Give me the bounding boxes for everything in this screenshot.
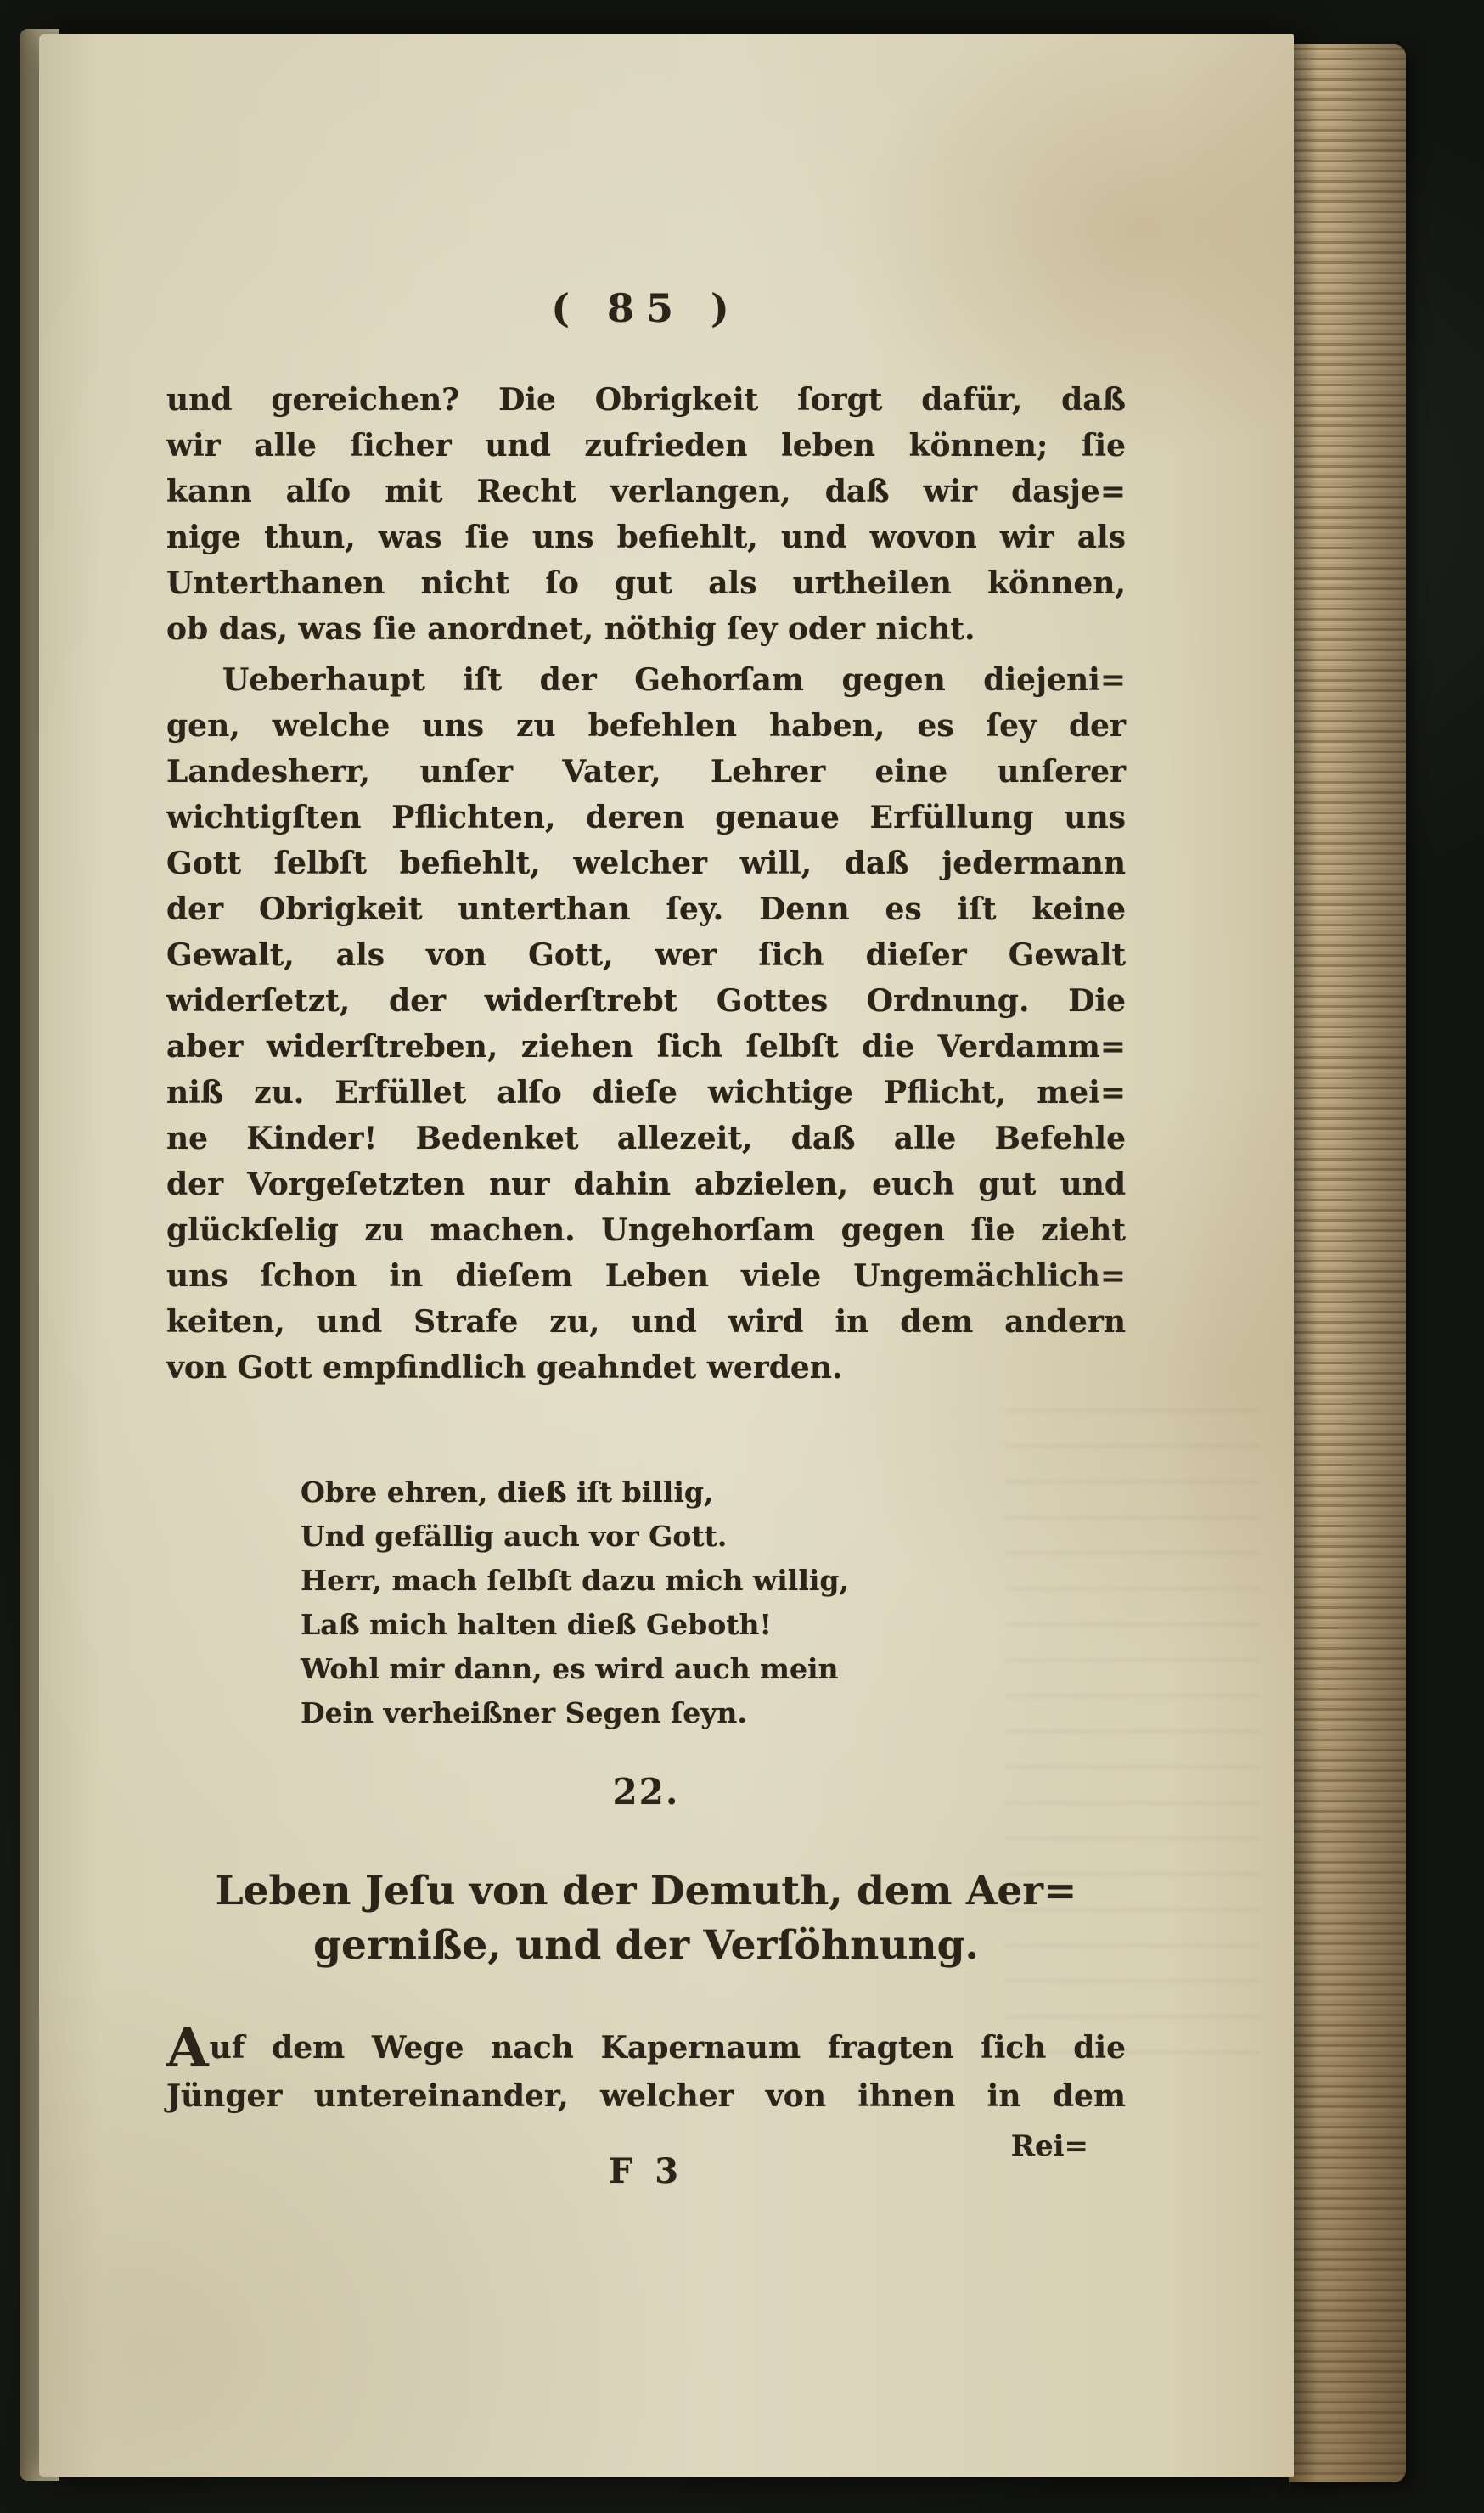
book-page-edge-stack xyxy=(1289,44,1406,2482)
hymn-verse xyxy=(301,1470,849,1735)
page-content xyxy=(166,34,1126,2477)
verse-line: Wohl mir dann, es wird auch mein xyxy=(301,1652,839,1685)
text-line: aber widerſtreben, ziehen ſich ſelbſt die Verdamm= xyxy=(166,1029,1126,1065)
text-line xyxy=(166,2016,1126,2080)
text-line: Jünger untereinander, welcher von ihnen in dem xyxy=(166,2078,1126,2114)
text-line: widerſetzt, der widerſtrebt Gottes Ordnung. Die xyxy=(166,983,1126,1019)
verse-line: Und gefällig auch vor Gott. xyxy=(301,1520,728,1553)
catchword: Rei= xyxy=(1010,2129,1088,2163)
text-line: wichtigſten Pflichten, deren genaue Erfüllung uns xyxy=(166,800,1126,835)
verse-line: Laß mich halten dieß Geboth! xyxy=(301,1608,772,1641)
book-page xyxy=(39,34,1294,2477)
text-line: gen, welche uns zu befehlen haben, es ſey der xyxy=(166,708,1126,744)
text-line: uns ſchon in dieſem Leben viele Ungemächlich= xyxy=(166,1258,1126,1294)
heading-line: Leben Jeſu von der Demuth, dem Aer= xyxy=(215,1868,1077,1914)
text-line: niß zu. Erfüllet alſo dieſe wichtige Pflicht, mei= xyxy=(166,1075,1126,1110)
opening-paragraph xyxy=(166,2016,1126,2121)
heading-line: gerniße, und der Verſöhnung. xyxy=(313,1922,979,1969)
text-line: Gewalt, als von Gott, wer ſich dieſer Gewalt xyxy=(166,937,1126,973)
text-line: ob das, was ſie anordnet, nöthig ſey oder nicht. xyxy=(166,611,975,647)
text-line: Landesherr, unſer Vater, Lehrer eine unſerer xyxy=(166,754,1126,790)
text-line: nige thun, was ſie uns befiehlt, und wovon wir als xyxy=(166,520,1126,555)
text-line: wir alle ſicher und zufrieden leben können; ſie xyxy=(166,428,1126,464)
text-line-rest: uf dem Wege nach Kapernaum fragten ſich die xyxy=(209,2030,1126,2066)
verse-line: Obre ehren, dieß iſt billig, xyxy=(301,1476,714,1509)
verse-line: Dein verheißner Segen ſeyn. xyxy=(301,1696,747,1729)
text-line: und gereichen? Die Obrigkeit ſorgt dafür, daß xyxy=(166,382,1126,418)
drop-cap-initial: A xyxy=(166,2016,210,2080)
text-line: von Gott empfindlich geahndet werden. xyxy=(166,1350,843,1386)
text-line: Ueberhaupt iſt der Gehorſam gegen diejeni= xyxy=(222,662,1126,698)
section-heading xyxy=(166,1864,1126,1973)
text-line: kann alſo mit Recht verlangen, daß wir dasje= xyxy=(166,474,1126,509)
page-number: ( 85 ) xyxy=(551,285,741,331)
text-line: keiten, und Strafe zu, und wird in dem andern xyxy=(166,1304,1126,1340)
text-line: Gott ſelbſt befiehlt, welcher will, daß jedermann xyxy=(166,846,1126,881)
verse-line: Herr, mach ſelbſt dazu mich willig, xyxy=(301,1564,849,1597)
signature-mark: F 3 xyxy=(608,2151,684,2191)
section-number: 22. xyxy=(612,1771,680,1813)
text-line: glückſelig zu machen. Ungehorſam gegen ſie zieht xyxy=(166,1212,1126,1248)
text-line: der Obrigkeit unterthan ſey. Denn es iſt keine xyxy=(166,891,1126,927)
paragraph-1 xyxy=(166,377,1126,652)
text-line: der Vorgeſetzten nur dahin abzielen, euch gut und xyxy=(166,1167,1126,1202)
paragraph-2 xyxy=(166,657,1126,1391)
text-line: ne Kinder! Bedenket allezeit, daß alle Befehle xyxy=(166,1121,1126,1156)
text-line: Unterthanen nicht ſo gut als urtheilen können, xyxy=(166,565,1126,601)
